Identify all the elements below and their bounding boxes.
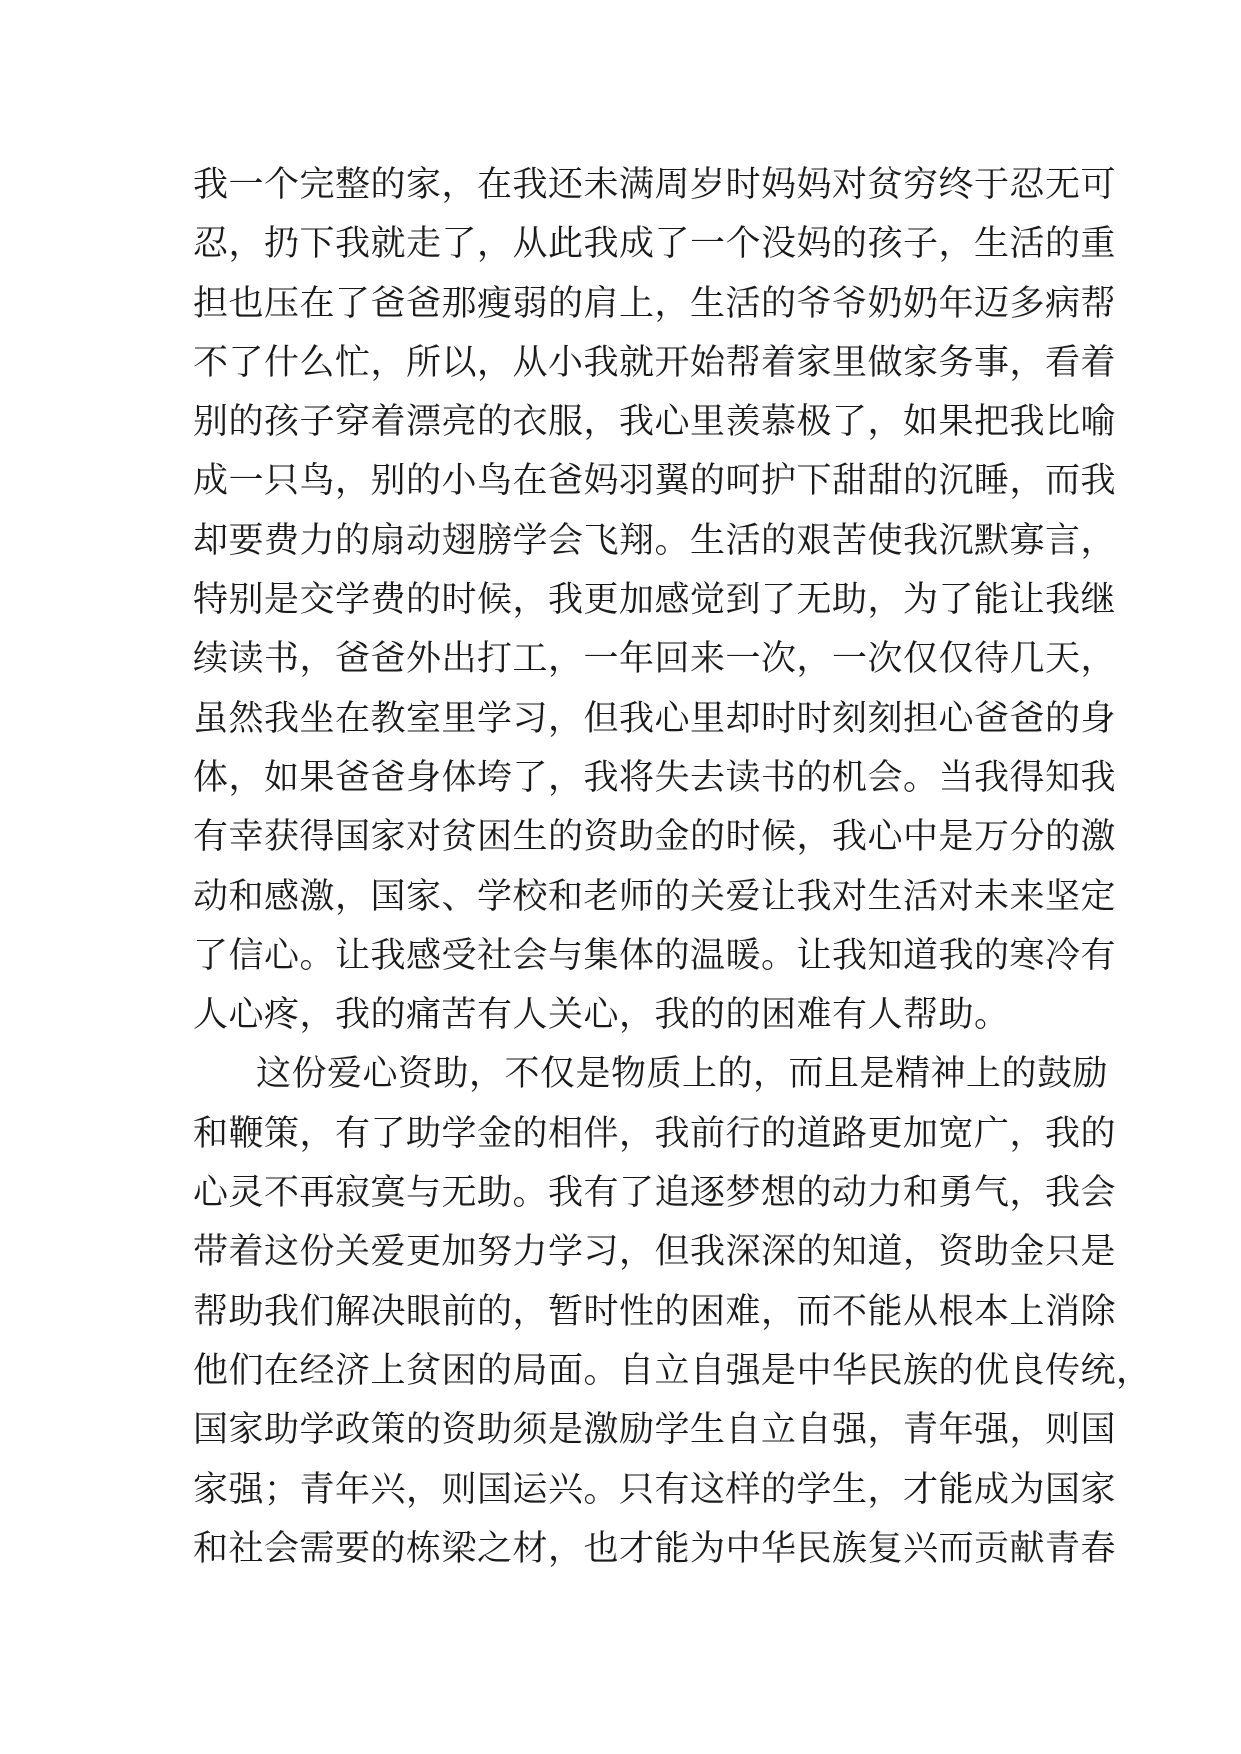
- text-line: 虽然我坐在教室里学习，但我心里却时时刻刻担心爸爸的身: [193, 698, 1117, 739]
- text-line: 人心疼，我的痛苦有人关心，我的的困难有人帮助。: [193, 995, 1010, 1036]
- text-line: 和社会需要的栋梁之材，也才能为中华民族复兴而贡献青春: [193, 1528, 1117, 1569]
- text-line: 了信心。让我感受社会与集体的温暖。让我知道我的寒冷有: [193, 935, 1117, 976]
- text-line: 帮助我们解决眼前的，暂时性的困难，而不能从根本上消除: [193, 1291, 1117, 1332]
- text-line: 成一只鸟，别的小鸟在爸妈羽翼的呵护下甜甜的沉睡，而我: [193, 461, 1117, 502]
- text-line: 有幸获得国家对贫困生的资助金的时候，我心中是万分的激: [193, 817, 1117, 858]
- text-line: 续读书，爸爸外出打工，一年回来一次，一次仅仅待几天，: [193, 639, 1117, 680]
- text-line: 担也压在了爸爸那瘦弱的肩上，生活的爷爷奶奶年迈多病帮: [193, 283, 1117, 324]
- text-line: 动和感激，国家、学校和老师的关爱让我对生活对未来坚定: [193, 876, 1117, 917]
- text-line: 别的孩子穿着漂亮的衣服，我心里羡慕极了，如果把我比喻: [193, 402, 1117, 443]
- text-line: 体，如果爸爸身体垮了，我将失去读书的机会。当我得知我: [193, 757, 1117, 798]
- text-line: 心灵不再寂寞与无助。我有了追逐梦想的动力和勇气，我会: [193, 1173, 1117, 1214]
- text-line: 他们在经济上贫困的局面。自立自强是中华民族的优良传统，: [193, 1350, 1152, 1391]
- text-line: 特别是交学费的时候，我更加感觉到了无助，为了能让我继: [193, 580, 1117, 621]
- text-line: 不了什么忙，所以，从小我就开始帮着家里做家务事，看着: [193, 342, 1117, 383]
- text-line: 和鞭策，有了助学金的相伴，我前行的道路更加宽广，我的: [193, 1113, 1117, 1154]
- text-line: 这份爱心资助，不仅是物质上的，而且是精神上的鼓励: [256, 1054, 1109, 1095]
- text-line: 带着这份关爱更加努力学习，但我深深的知道，资助金只是: [193, 1232, 1117, 1273]
- text-line: 我一个完整的家，在我还未满周岁时妈妈对贫穷终于忍无可: [193, 165, 1117, 205]
- body-text: [193, 156, 1152, 1579]
- text-line: 家强；青年兴，则国运兴。只有这样的学生，才能成为国家: [193, 1469, 1117, 1510]
- text-line: 忍，扔下我就走了，从此我成了一个没妈的孩子，生活的重: [193, 224, 1117, 265]
- text-line: 国家助学政策的资助须是激励学生自立自强，青年强，则国: [193, 1410, 1117, 1451]
- text-line: 却要费力的扇动翅膀学会飞翔。生活的艰苦使我沉默寡言，: [193, 520, 1117, 561]
